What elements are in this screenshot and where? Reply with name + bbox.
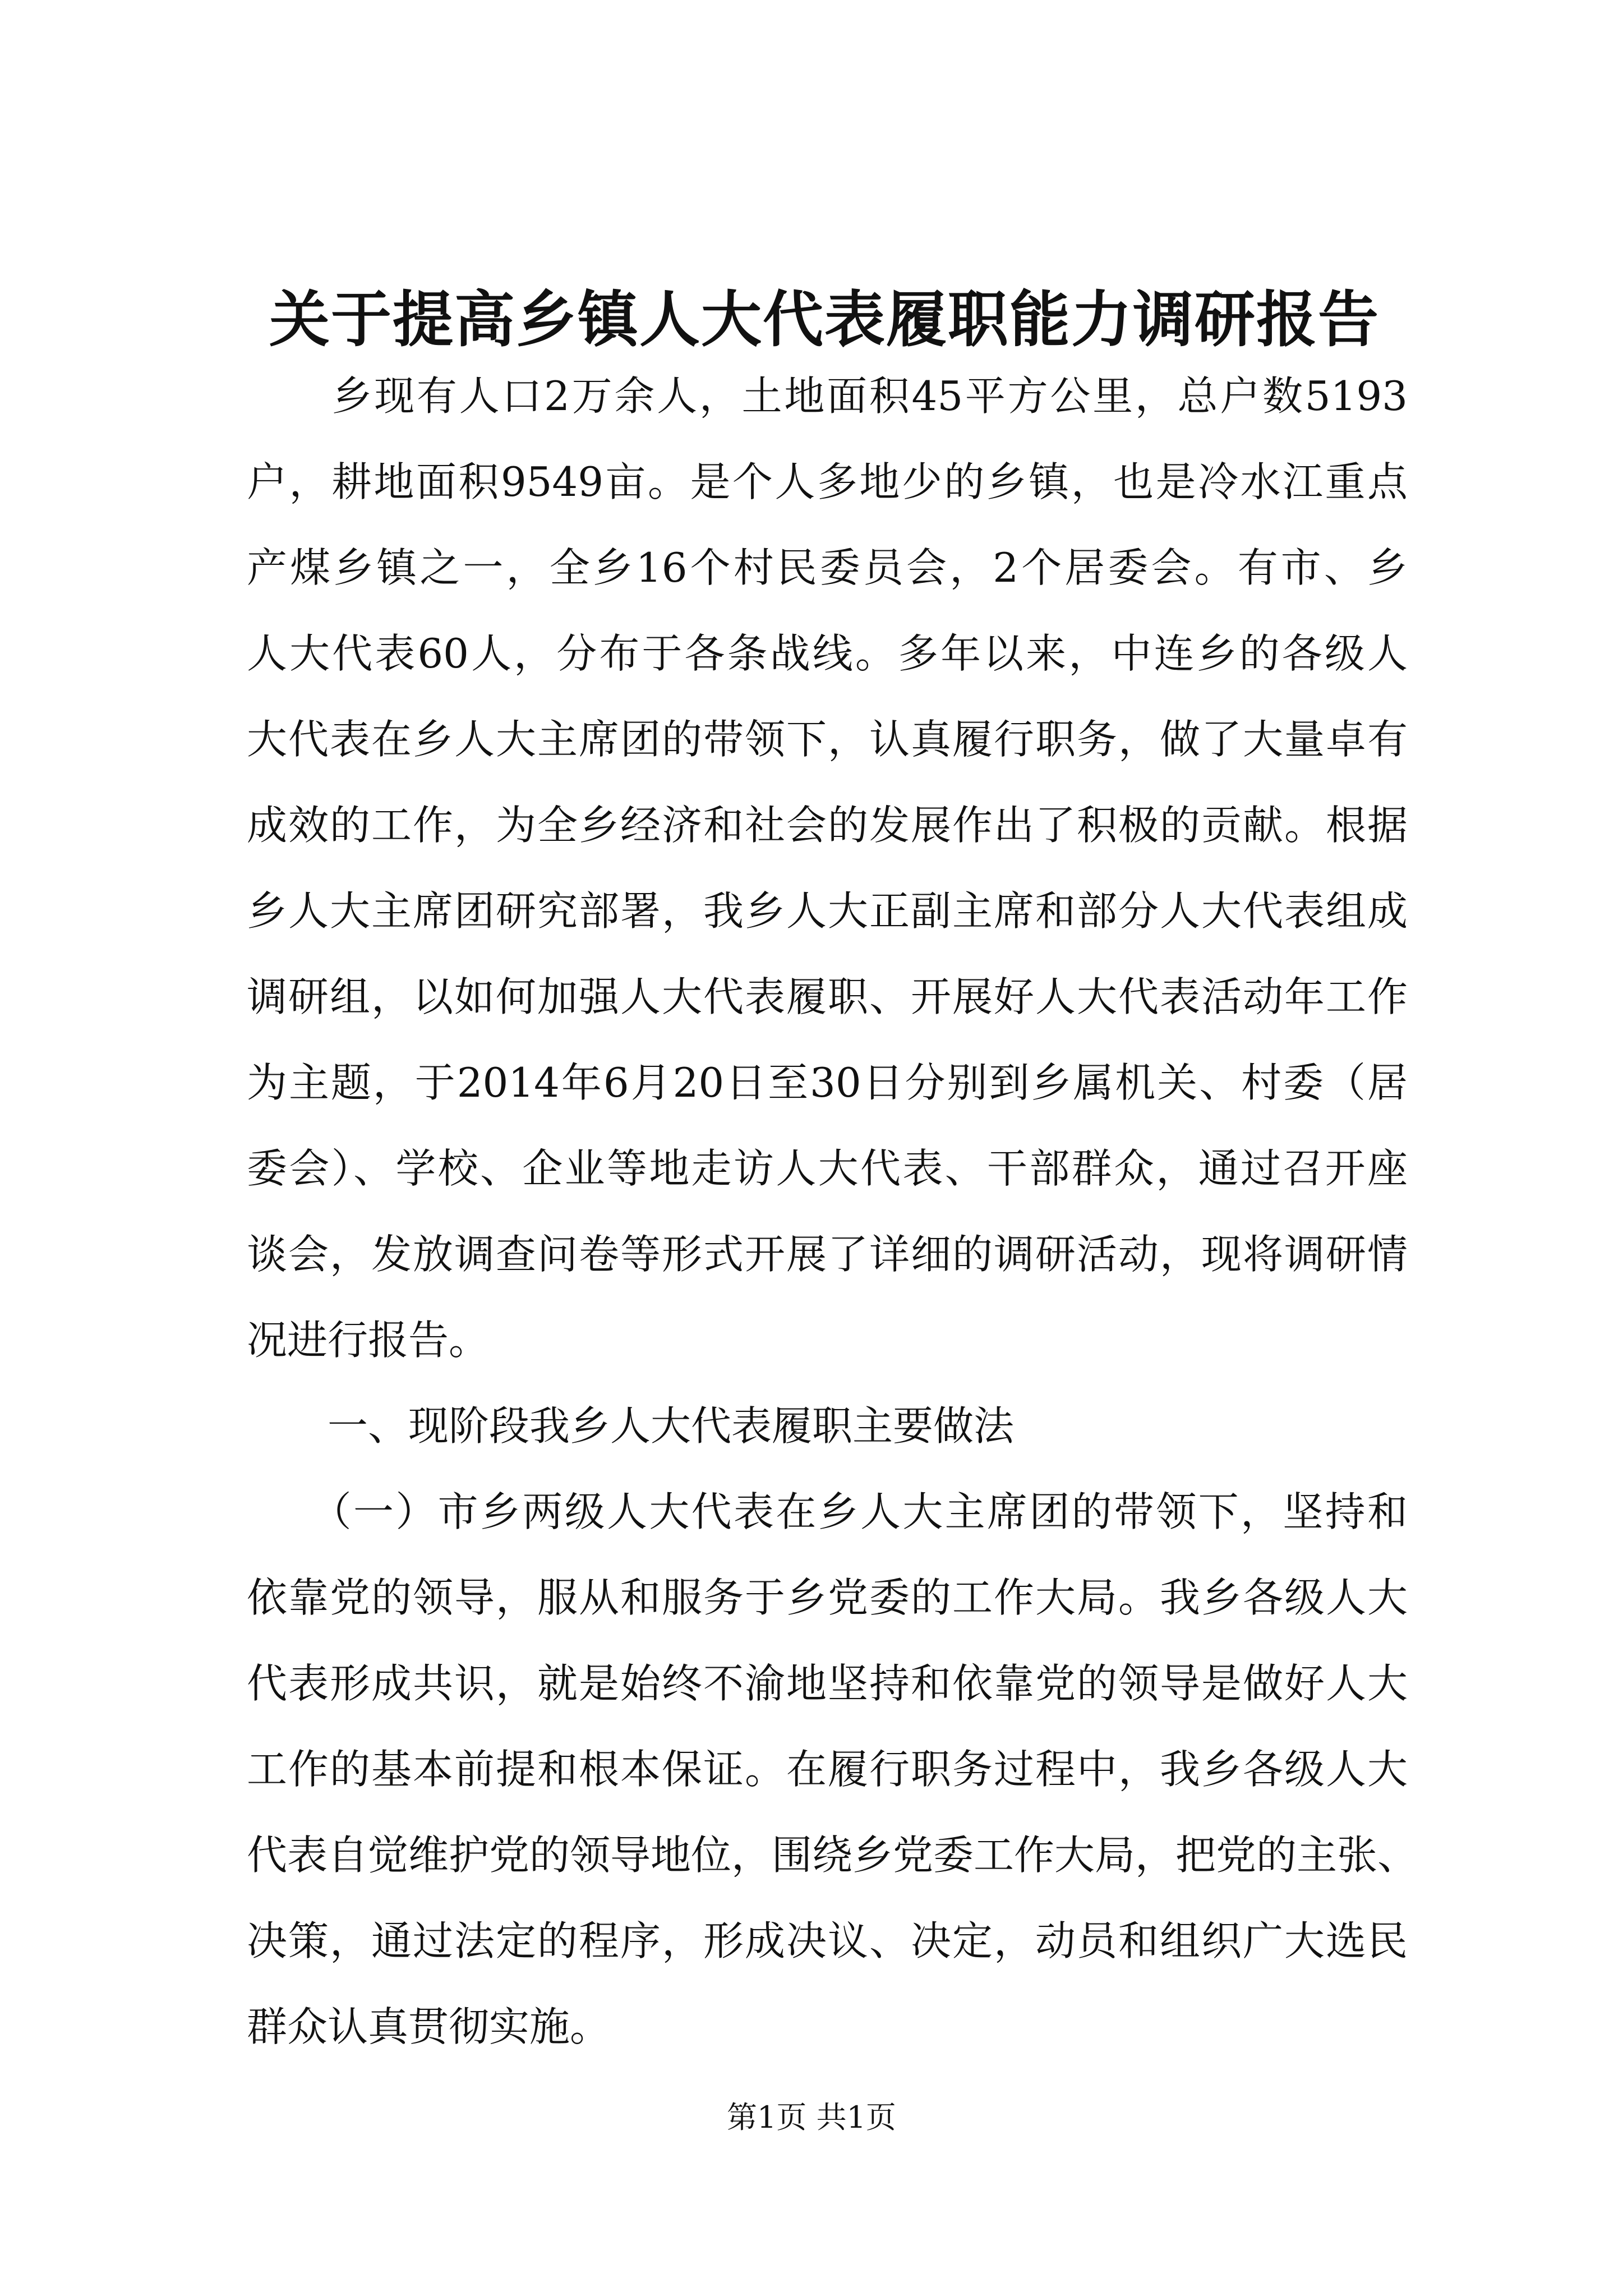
body-text-line: 代表自觉维护党的领导地位，围绕乡党委工作大局，把党的主张、 [247, 1832, 1418, 1879]
document-title: 关于提高乡镇人大代表履职能力调研报告 [269, 284, 1380, 355]
body-text-line: 谈会，发放调查问卷等形式开展了详细的调研活动，现将调研情 [247, 1231, 1408, 1278]
body-text-line: 大代表在乡人大主席团的带领下，认真履行职务，做了大量卓有 [247, 716, 1408, 763]
body-text-line: 为主题，于2014年6月20日至30日分别到乡属机关、村委（居 [247, 1059, 1408, 1106]
body-text-line: 群众认真贯彻实施。 [247, 2003, 611, 2050]
body-text-line: 委会）、学校、企业等地走访人大代表、干部群众，通过召开座 [247, 1145, 1408, 1192]
body-text-line: 工作的基本前提和根本保证。在履行职务过程中，我乡各级人大 [247, 1746, 1408, 1793]
body-text-line: 代表形成共识，就是始终不渝地坚持和依靠党的领导是做好人大 [247, 1660, 1408, 1707]
body-text-line: 一、现阶段我乡人大代表履职主要做法 [247, 1402, 1015, 1450]
body-text-line: 人大代表60人，分布于各条战线。多年以来，中连乡的各级人 [247, 630, 1408, 677]
body-text-line: 依靠党的领导，服从和服务于乡党委的工作大局。我乡各级人大 [247, 1574, 1408, 1621]
body-text-line: 成效的工作，为全乡经济和社会的发展作出了积极的贡献。根据 [247, 802, 1408, 849]
page-footer: 第1页 共1页 [727, 2100, 896, 2135]
body-text-line: 产煤乡镇之一，全乡16个村民委员会，2个居委会。有市、乡 [247, 544, 1408, 591]
body-text-line: 乡人大主席团研究部署，我乡人大正副主席和部分人大代表组成 [247, 887, 1408, 935]
body-text-line: 调研组，以如何加强人大代表履职、开展好人大代表活动年工作 [247, 973, 1408, 1020]
document-body [247, 353, 1418, 2070]
body-text-line: 户，耕地面积9549亩。是个人多地少的乡镇，也是冷水江重点 [247, 458, 1408, 505]
body-text-line: 乡现有人口2万余人，土地面积45平方公里，总户数5193 [247, 372, 1408, 420]
body-text-line: 况进行报告。 [247, 1317, 490, 1364]
body-text-line: 决策，通过法定的程序，形成决议、决定，动员和组织广大选民 [247, 1917, 1408, 1964]
body-text-line: （一）市乡两级人大代表在乡人大主席团的带领下，坚持和 [247, 1488, 1408, 1535]
